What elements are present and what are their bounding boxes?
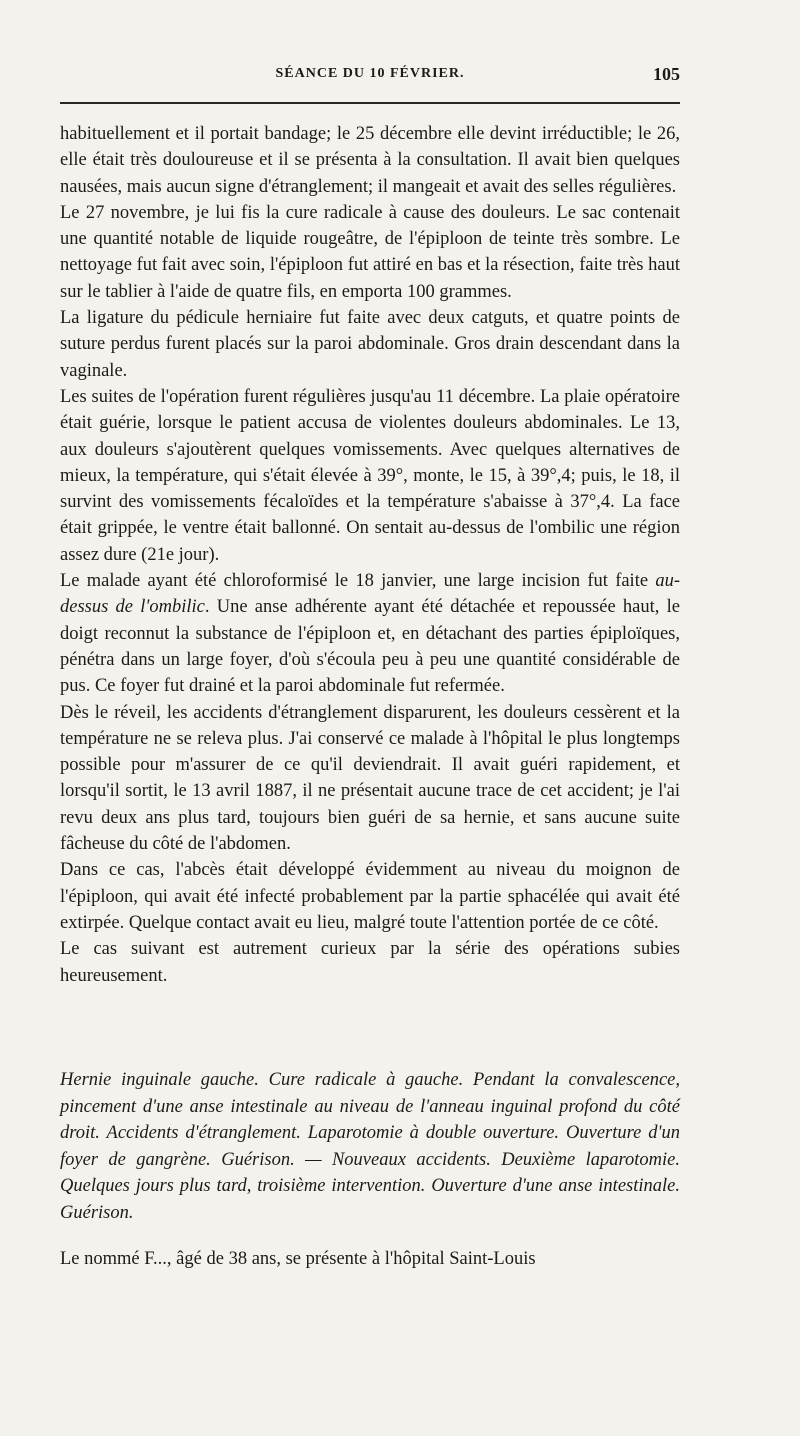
- paragraph-2: Le 27 novembre, je lui fis la cure radicale à cause des douleurs. Le sac contenait une quantité notable de liquide rougeâtre, de l'épiploon de teinte très sombre. Le nettoyage fut fait avec soin, l'épiploon fut attiré en bas et la résection, faite très haut sur le tablier à l'aide de quatre fils, en emporta 100 grammes.: [60, 202, 680, 302]
- page-number: 105: [653, 64, 680, 84]
- paragraph-4: Les suites de l'opération furent régulières jusqu'au 11 décembre. La plaie opératoire était guérie, lorsque le patient accusa de violentes douleurs abdominales. Le 13, aux douleurs s'ajoutèrent quelques vomissements. Avec quelques alternatives de mieux, la température, qui s'était élevée à 39°, monte, le 15, à 39°,4; puis, le 18, il survint des vomissements fécaloïdes et la température s'abaisse à 37°,4. La face était grippée, le ventre était ballonné. On sentait au-dessus de l'ombilic une région assez dure (21e jour).: [60, 386, 680, 565]
- paragraph-5-italic: au-dessus de l'ombilic: [60, 571, 680, 618]
- paragraph-6: Dès le réveil, les accidents d'étranglement disparurent, les douleurs cessèrent et la température ne se releva plus. J'ai conservé ce malade à l'hôpital le plus longtemps possible pour m'assurer de ce qu'il deviendrait. Il avait guéri rapidement, et lorsqu'il sortit, le 13 avril 1887, il ne présentait aucune trace de cet accident; je l'ai revu deux ans plus tard, toujours bien guéri de sa hernie, et sans aucune suite fâcheuse du côté de l'abdomen.: [60, 702, 680, 855]
- header-rule: [60, 102, 680, 104]
- paragraph-3: La ligature du pédicule herniaire fut faite avec deux catguts, et quatre points de suture perdus furent placés sur la paroi abdominale. Gros drain descendant dans la vaginale.: [60, 308, 680, 381]
- page-header: [60, 64, 680, 88]
- paragraph-5-end: . Une anse adhérente ayant été détachée et repoussée haut, le doigt reconnut la substance de l'épiploon et, en détachant des parties épiploïques, pénétra dans un large foyer, d'où s'écoula peu à peu une quantité considérable de pus. Ce foyer fut drainé et la paroi abdominale fut refermée.: [60, 597, 681, 697]
- paragraph-7: Dans ce cas, l'abcès était développé évidemment au niveau du moignon de l'épiploon, qui avait été infecté probablement par la partie sphacélée qui avait été extirpée. Quelque contact avait eu lieu, malgré toute l'attention portée de ce côté.: [60, 860, 680, 933]
- paragraph-8: Le cas suivant est autrement curieux par la série des opérations subies heureusement.: [60, 939, 680, 986]
- final-paragraph: Le nommé F..., âgé de 38 ans, se présente à l'hôpital Saint-Louis: [60, 1249, 536, 1269]
- case-title: Hernie inguinale gauche. Cure radicale à gauche. Pendant la convalescence, pincement d'une anse intestinale au niveau de l'anneau inguinal profond du côté droit. Accidents d'étranglement. Laparotomie à double ouverture. Ouverture d'un foyer de gangrène. Guérison. — Nouveaux accidents. Deuxième laparotomie. Quelques jours plus tard, troisième intervention. Ouverture d'une anse intestinale. Guérison.: [60, 1070, 680, 1223]
- paragraph-5-start: Le malade ayant été chloroformisé le 18 janvier, une large incision fut faite: [60, 571, 656, 592]
- running-title: SÉANCE DU 10 FÉVRIER.: [275, 66, 465, 81]
- body-text: [60, 121, 680, 989]
- paragraph-5: [60, 568, 680, 699]
- paragraph-1: habituellement et il portait bandage; le 25 décembre elle devint irréductible; le 26, elle était très douloureuse et il se présenta à la consultation. Il avait bien quelques nausées, mais aucun signe d'étranglement; il mangeait et avait des selles régulières.: [60, 124, 680, 197]
